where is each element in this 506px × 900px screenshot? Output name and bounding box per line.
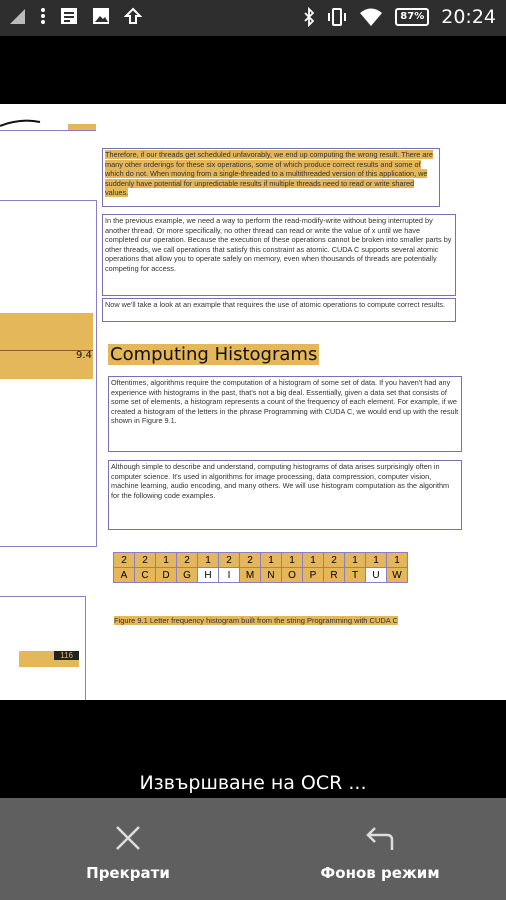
histogram-count: 1 bbox=[303, 553, 324, 568]
histogram-count-row bbox=[114, 553, 408, 568]
document-icon bbox=[60, 7, 78, 25]
figure-caption: Figure 9.1 Letter frequency histogram built from the string Programming with CUDA C bbox=[114, 616, 398, 625]
histogram-figure bbox=[113, 552, 408, 583]
ocr-paragraph: Oftentimes, algorithms require the computation of a histogram of some set of data. If you haven't had any experience with histograms in the past, that's not a big deal. Essentially, given a data set that consists of some set of elements, a histogram represents a count of the frequency of each element. For example, if we created a histogram of the letters in the phrase Programming with CUDA C, we would end up with the result shown in Figure 9.1. bbox=[108, 376, 462, 452]
histogram-letter-row bbox=[114, 568, 408, 583]
histogram-count: 2 bbox=[114, 553, 135, 568]
histogram-letter: C bbox=[135, 568, 156, 583]
document-preview bbox=[0, 104, 506, 700]
histogram-letter: D bbox=[156, 568, 177, 583]
left-page-highlight bbox=[0, 313, 93, 379]
ocr-paragraph: Therefore, if our threads get scheduled unfavorably, we end up computing the wrong result. There are many other orderings for these six operations, some of which produce correct results and some of which do not. When moving from a single-threaded to a multithreaded version of this application, we suddenly have potential for unpredictable results if multiple threads need to read or write shared values. bbox=[102, 148, 440, 207]
more-vert-icon bbox=[40, 7, 46, 25]
histogram-letter: M bbox=[240, 568, 261, 583]
vibrate-icon bbox=[327, 7, 347, 27]
histogram-count: 1 bbox=[156, 553, 177, 568]
histogram-count: 1 bbox=[387, 553, 408, 568]
histogram-letter: O bbox=[282, 568, 303, 583]
left-page-highlight-bottom bbox=[19, 651, 79, 667]
histogram-count: 1 bbox=[282, 553, 303, 568]
histogram-count: 2 bbox=[135, 553, 156, 568]
section-heading: Computing Histograms bbox=[110, 344, 318, 365]
background-mode-button[interactable] bbox=[280, 822, 480, 882]
page-number: 116 bbox=[54, 651, 79, 660]
histogram-letter: N bbox=[261, 568, 282, 583]
histogram-letter: I bbox=[219, 568, 240, 583]
histogram-count: 2 bbox=[177, 553, 198, 568]
ocr-paragraph: Now we'll take a look at an example that requires the use of atomic operations to compute correct results. bbox=[102, 298, 456, 322]
histogram-letter: R bbox=[324, 568, 345, 583]
histogram-count: 1 bbox=[366, 553, 387, 568]
bluetooth-icon bbox=[303, 7, 315, 27]
histogram-letter: U bbox=[366, 568, 387, 583]
section-number: 9.4 bbox=[76, 350, 92, 361]
histogram-letter: W bbox=[387, 568, 408, 583]
ocr-status-text: Извършване на OCR ... bbox=[139, 772, 367, 794]
histogram-letter: H bbox=[198, 568, 219, 583]
battery-indicator: 87% bbox=[395, 8, 429, 26]
histogram-count: 1 bbox=[198, 553, 219, 568]
upload-icon bbox=[124, 7, 142, 25]
ocr-paragraph: In the previous example, we need a way to perform the read-modify-write without being interrupted by another thread. Or more specifically, no other thread can read or write the value of x until we have completed our operation. Because the execution of these operations cannot be broken into smaller parts by other threads, we call operations that satisfy this constraint as atomic. CUDA C supports several atomic operations that allow you to operate safely on memory, even when thousands of threads are potentially competing for access. bbox=[102, 214, 456, 296]
ocr-paragraph: Although simple to describe and understand, computing histograms of data arises surprisingly often in computer science. It's used in algorithms for image processing, data compression, computer vision, machine learning, audio encoding, and many others. We will use histogram computation as the algorithm for the following code examples. bbox=[108, 460, 462, 530]
histogram-letter: A bbox=[114, 568, 135, 583]
left-page-fragment bbox=[0, 200, 97, 547]
wifi-icon bbox=[359, 7, 383, 27]
image-icon bbox=[92, 7, 110, 25]
histogram-count: 2 bbox=[219, 553, 240, 568]
histogram-count: 2 bbox=[240, 553, 261, 568]
return-arrow-icon bbox=[280, 822, 480, 854]
background-mode-label: Фонов режим bbox=[320, 864, 440, 882]
clock: 20:24 bbox=[441, 6, 496, 28]
close-icon bbox=[28, 822, 228, 854]
cancel-button[interactable] bbox=[28, 822, 228, 882]
left-page-fragment-bottom bbox=[0, 596, 86, 700]
signal-icon bbox=[8, 7, 26, 25]
histogram-letter: G bbox=[177, 568, 198, 583]
page-fragment-top bbox=[0, 104, 96, 131]
status-bar bbox=[0, 0, 506, 36]
histogram-letter: P bbox=[303, 568, 324, 583]
histogram-letter: T bbox=[345, 568, 366, 583]
histogram-count: 1 bbox=[345, 553, 366, 568]
histogram-count: 2 bbox=[324, 553, 345, 568]
cancel-label: Прекрати bbox=[86, 864, 170, 882]
histogram-count: 1 bbox=[261, 553, 282, 568]
